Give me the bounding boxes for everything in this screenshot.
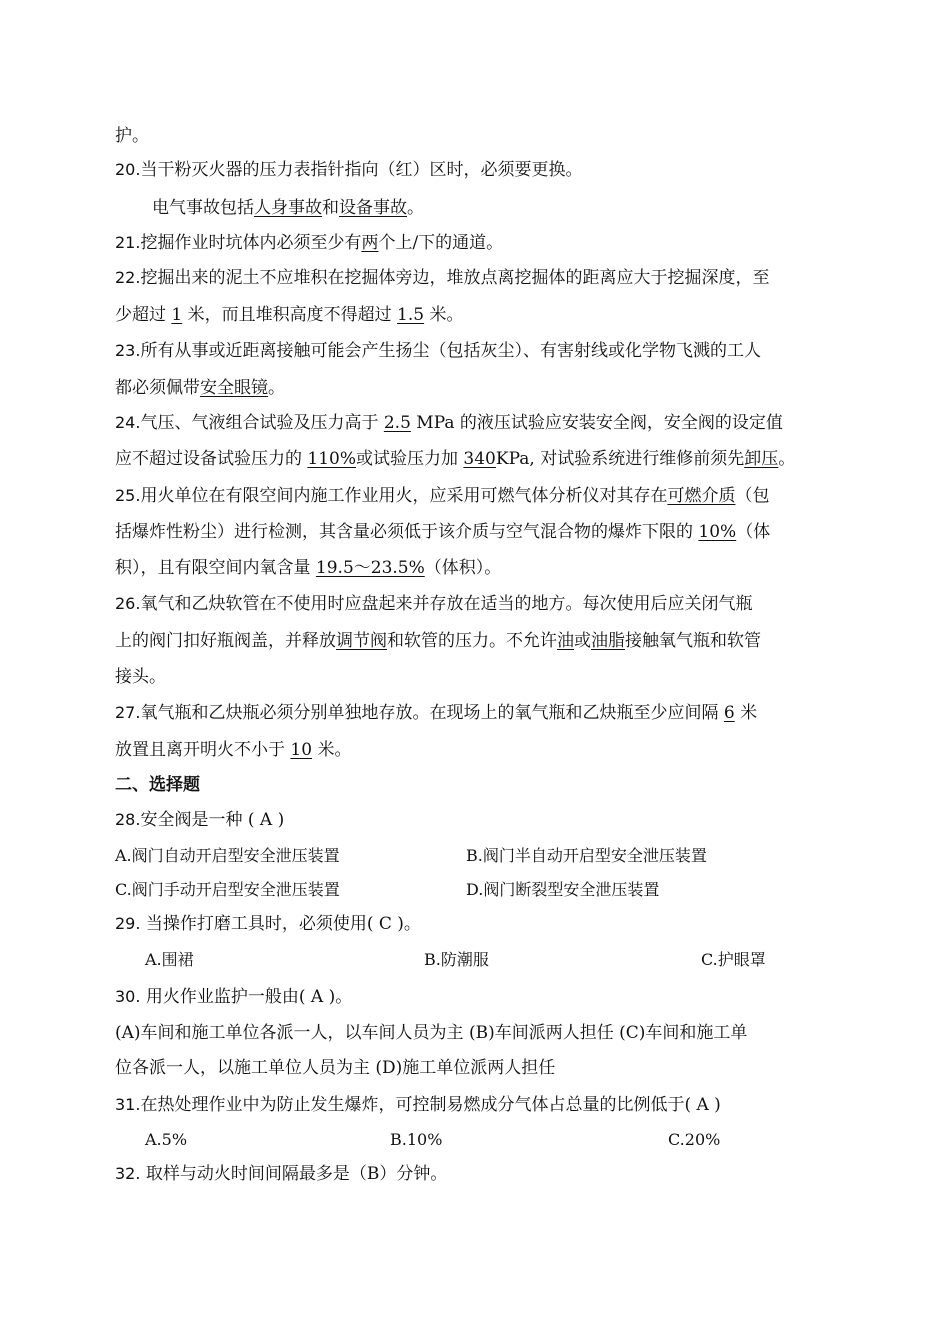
item-25: 25.用火单位在有限空间内施工作业用火，应采用可燃气体分析仪对其存在可燃介质（包: [115, 486, 770, 506]
item-21: 21.挖掘作业时坑体内必须至少有两个上/下的通道。: [115, 233, 504, 253]
text-line: 放置且离开明火不小于 10 米。: [115, 740, 352, 760]
option-c: C.护眼罩: [701, 950, 766, 969]
text-line: 括爆炸性粉尘）进行检测，其含量必须低于该介质与空气混合物的爆炸下限的 10%（体: [115, 522, 771, 542]
section-heading: 二、选择题: [115, 775, 200, 795]
option-b: B.阀门半自动开启型安全泄压装置: [466, 846, 707, 865]
item-24: 24.气压、气液组合试验及压力高于 2.5 MPa 的液压试验应安装安全阀，安全阀的设定值: [115, 413, 783, 433]
option-c: C.阀门手动开启型安全泄压装置: [115, 880, 340, 899]
text-line: (A)车间和施工单位各派一人，以车间人员为主 (B)车间派两人担任 (C)车间和施工单: [115, 1023, 748, 1043]
item-30: 30. 用火作业监护一般由( A )。: [115, 987, 353, 1007]
text-line: 都必须佩带安全眼镜。: [115, 378, 285, 398]
item-28: 28.安全阀是一种 ( A ): [115, 810, 285, 830]
text-line: 少超过 1 米，而且堆积高度不得超过 1.5 米。: [115, 305, 464, 325]
item-29: 29. 当操作打磨工具时，必须使用( C )。: [115, 914, 421, 934]
option-a: A.5%: [145, 1130, 188, 1149]
text-line: 上的阀门扣好瓶阀盖，并释放调节阀和软管的压力。不允许油或油脂接触氧气瓶和软管: [115, 631, 761, 651]
item-32: 32. 取样与动火时间间隔最多是（B）分钟。: [115, 1164, 448, 1184]
option-c: C.20%: [668, 1130, 721, 1149]
option-b: B.防潮服: [424, 950, 489, 969]
option-b: B.10%: [390, 1130, 443, 1149]
text-line: 位各派一人，以施工单位人员为主 (D)施工单位派两人担任: [115, 1058, 556, 1078]
option-a: A.围裙: [145, 950, 194, 969]
text-line: 电气事故包括人身事故和设备事故。: [152, 198, 424, 218]
text-line: 积），且有限空间内氧含量 19.5～23.5%（体积）。: [115, 558, 502, 578]
item-27: 27.氧气瓶和乙炔瓶必须分别单独地存放。在现场上的氧气瓶和乙炔瓶至少应间隔 6 米: [115, 703, 758, 723]
item-20: 20.当干粉灭火器的压力表指针指向（红）区时，必须要更换。: [115, 160, 583, 180]
text-line: 接头。: [115, 667, 166, 687]
item-26: 26.氧气和乙炔软管在不使用时应盘起来并存放在适当的地方。每次使用后应关闭气瓶: [115, 594, 753, 614]
item-23: 23.所有从事或近距离接触可能会产生扬尘（包括灰尘）、有害射线或化学物飞溅的工人: [115, 341, 761, 361]
text-line: 护。: [115, 126, 149, 146]
item-31: 31.在热处理作业中为防止发生爆炸，可控制易燃成分气体占总量的比例低于( A ): [115, 1095, 721, 1115]
option-a: A.阀门自动开启型安全泄压装置: [115, 846, 340, 865]
item-22: 22.挖掘出来的泥土不应堆积在挖掘体旁边，堆放点离挖掘体的距离应大于挖掘深度，至: [115, 268, 770, 288]
option-d: D.阀门断裂型安全泄压装置: [466, 880, 660, 899]
text-line: 应不超过设备试验压力的 110%或试验压力加 340KPa, 对试验系统进行维修前须先卸压。: [115, 449, 796, 469]
